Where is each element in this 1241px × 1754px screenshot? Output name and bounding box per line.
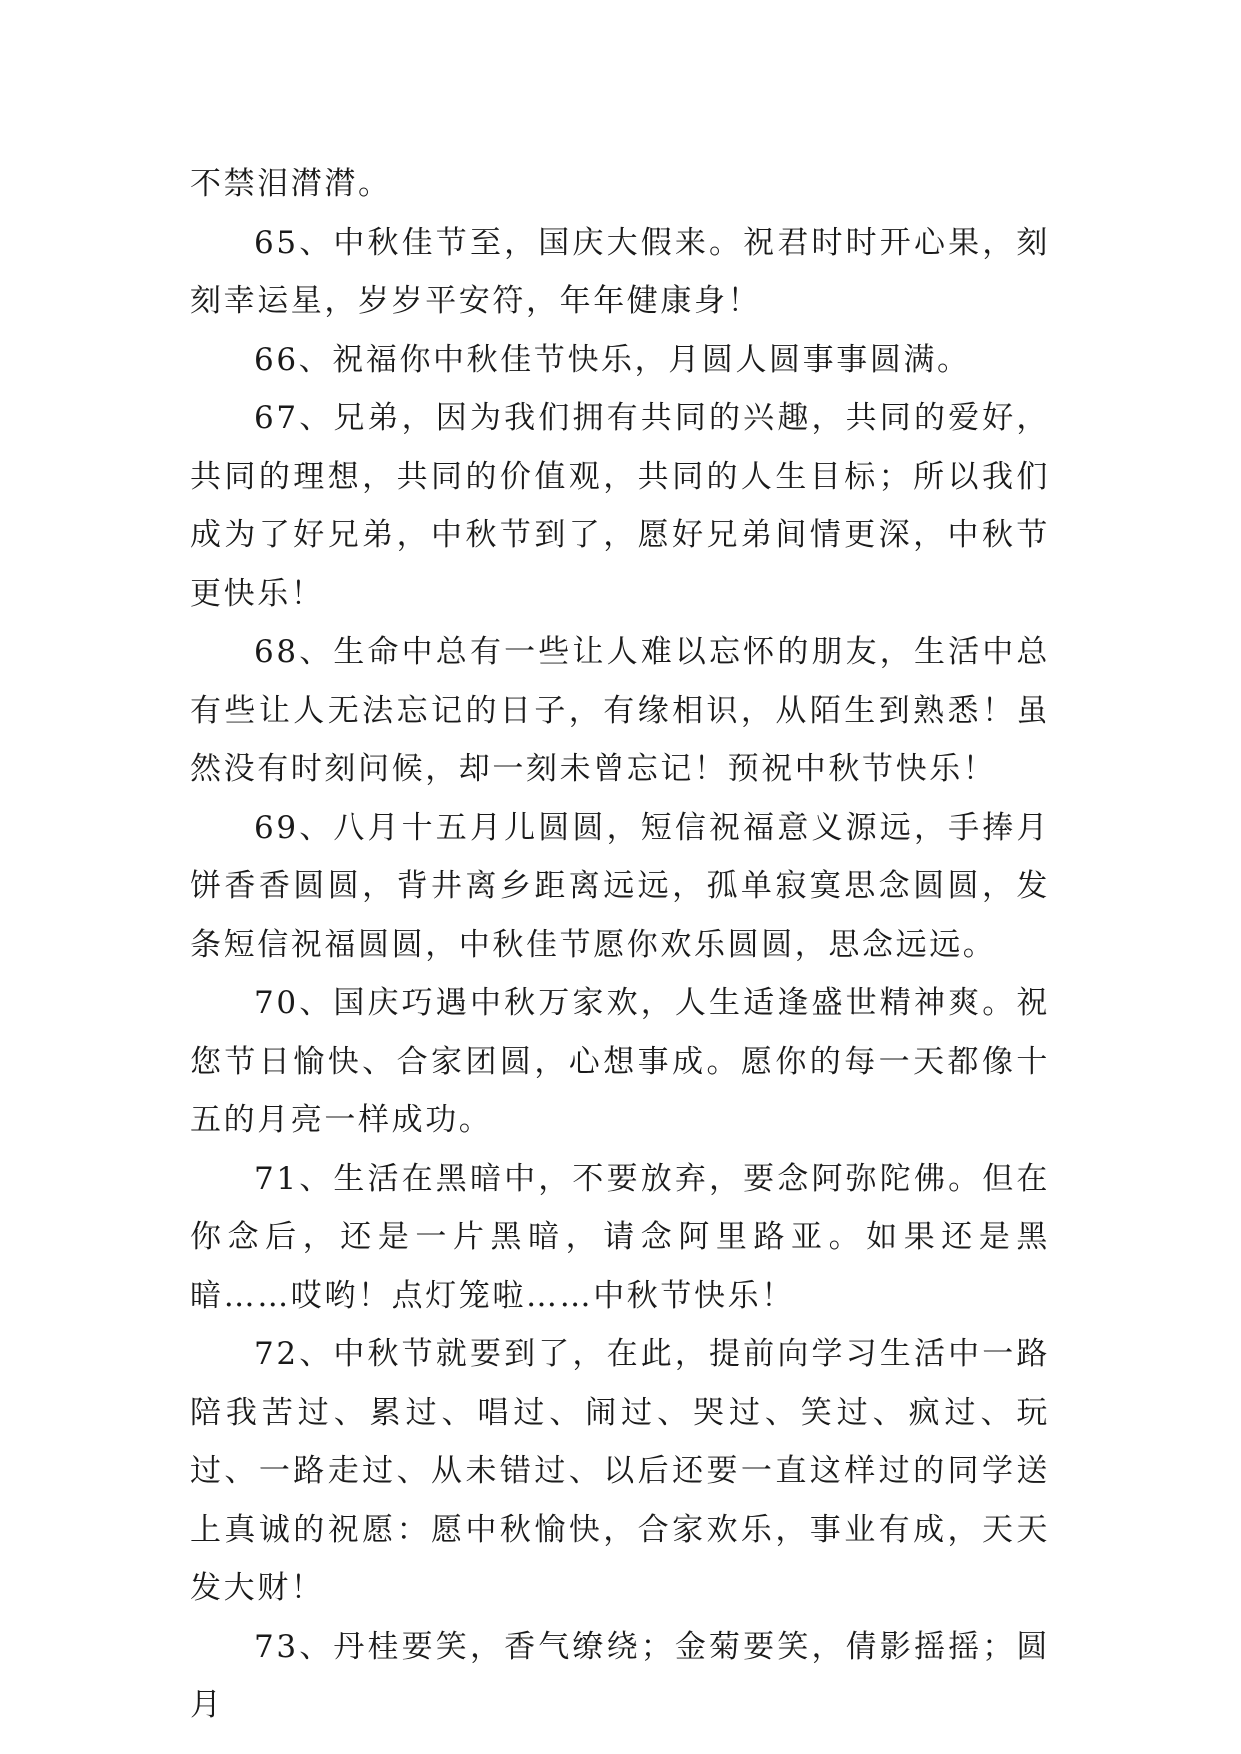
paragraph-68: 68、生命中总有一些让人难以忘怀的朋友，生活中总有些让人无法忘记的日子，有缘相识，从陌生到熟悉！虽然没有时刻问候，却一刻未曾忘记！预祝中秋节快乐！ [190, 634, 1050, 787]
paragraph-73: 73、丹桂要笑，香气缭绕；金菊要笑，倩影摇摇；圆月 [190, 1628, 1050, 1723]
paragraph-65: 65、中秋佳节至，国庆大假来。祝君时时开心果，刻刻幸运星，岁岁平安符，年年健康身！ [190, 224, 1050, 319]
paragraph-69: 69、八月十五月儿圆圆，短信祝福意义源远，手捧月饼香香圆圆，背井离乡距离远远，孤单寂寞思念圆圆，发条短信祝福圆圆，中秋佳节愿你欢乐圆圆，思念远远。 [190, 809, 1050, 963]
paragraph-66: 66、祝福你中秋佳节快乐，月圆人圆事事圆满。 [254, 341, 971, 378]
paragraph-67: 67、兄弟，因为我们拥有共同的兴趣，共同的爱好，共同的理想，共同的价值观，共同的人生目标；所以我们成为了好兄弟，中秋节到了，愿好兄弟间情更深，中秋节更快乐！ [190, 400, 1050, 612]
paragraph-72: 72、中秋节就要到了，在此，提前向学习生活中一路陪我苦过、累过、唱过、闹过、哭过、笑过、疯过、玩过、一路走过、从未错过、以后还要一直这样过的同学送上真诚的祝愿：愿中秋愉快，合家欢乐，事业有成，天天发大财！ [190, 1336, 1050, 1606]
paragraph-71: 71、生活在黑暗中，不要放弃，要念阿弥陀佛。但在你念后，还是一片黑暗，请念阿里路亚。如果还是黑暗……哎哟！点灯笼啦……中秋节快乐！ [190, 1160, 1050, 1314]
document-page [190, 155, 1050, 1735]
paragraph-continuation: 不禁泪潸潸。 [190, 166, 392, 202]
paragraph-70: 70、国庆巧遇中秋万家欢，人生适逢盛世精神爽。祝您节日愉快、合家团圆，心想事成。愿你的每一天都像十五的月亮一样成功。 [190, 985, 1050, 1138]
